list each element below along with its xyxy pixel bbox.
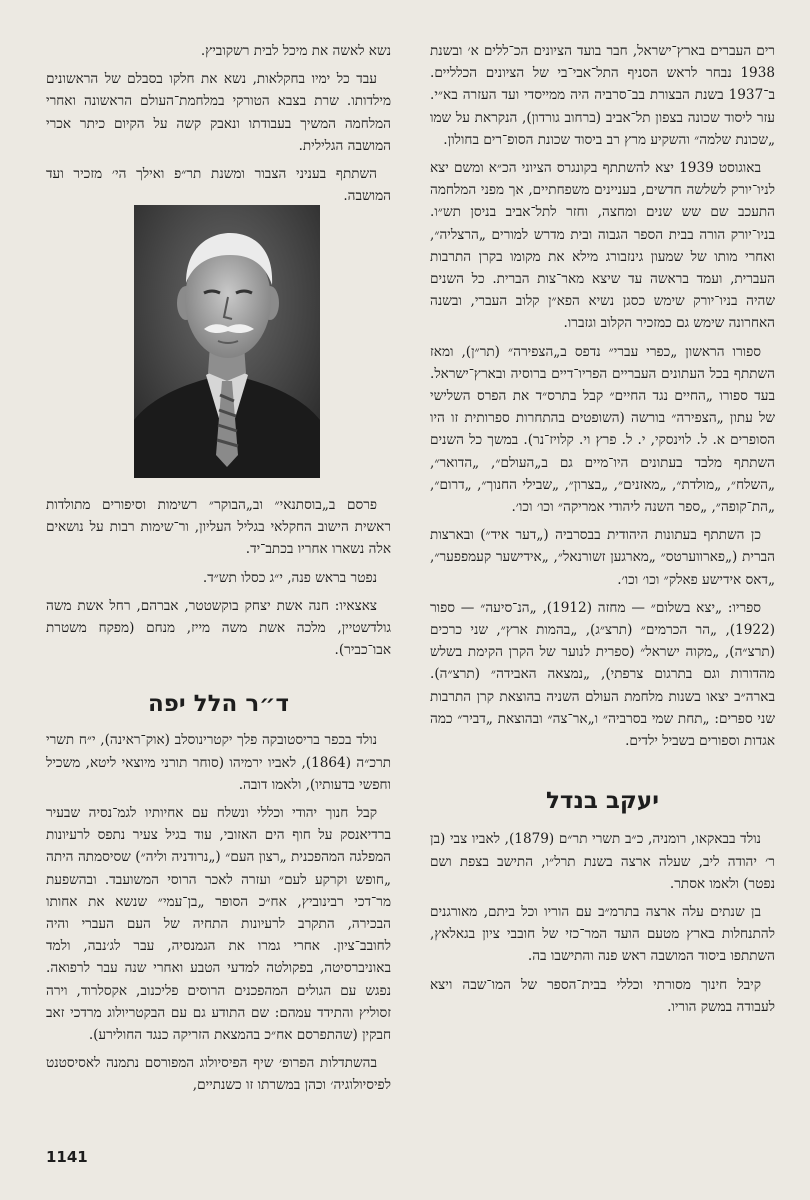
paragraph: נפטר בראש פנה, י״ג כסלו תש״ד. xyxy=(202,569,377,586)
paragraph: נולד בבאקאו, רומניה, כ״ב תשרי תר״ם (1879), לאביו צבי (בן ר׳ יהודה ליב, שעלה ארצה בשנת תרל״ו, התישב בצפת ושם נפטר) ולאמו אסתר. xyxy=(430,831,775,892)
paragraph: עבד כל ימיו בחקלאות, נשא את חלקו בסבלם של הראשונים מילדותו. שרת בצבא הטורקי במלחמת־העולם הראשונה ואחרי המלחמה המשיך בעבודתו ונאבק קשה על הקיום כיתר אכרי המושבה הגלילית. xyxy=(46,71,391,154)
paragraph: בהשתדלות הפרופ׳ שיף הפיסיולוג המפורסם נתמנה לאסיסטנט לפיסיולוגיה׳ וכהן במשרתו זו כשנתיים, xyxy=(46,1055,391,1094)
paragraph: צאצאיו: חנה אשת יצחק בוקשטטר, אברהם, רחל אשת משה גולדשטיין, מלכה אשת משה מייז, מנחם (מפקח משטרת אבו־כביר). xyxy=(46,597,391,659)
paragraph: כן השתתף בעתונות היהודית בבסרביה („דער איד״) ובארצות הברית („פארווערטס״ „מארגען זשורנאל״, „אידישער קעמפפער״, „דאס אידישע פאלק״ וכו׳ וכו׳. xyxy=(430,527,775,588)
paragraph: ספורו הראשון „כפרי עברי״ נדפס ב„הצפירה״ (תר״ן), ומאז השתתף בכל העתונים העבריים הפריו־דיים ברוסיה ובארץ־ישראל. בעד ספורו „החיים נגד החיים״ קבל בתרס״ד את הפרס השלישי של עתון „הצפירה״ בורשה (השופטים בהתחרות ספרותית זו היו הסופרים א. ל. לוינסקי, י. ל. פרץ וי. קלויז־נר). במשך כל השנים השתתף מלבד בעתונים היו־מיים גם ב„העולם״, „הדואר״, „השלח״, „מולדת״, „מאזנים״, „בצרון״, „שבילי החנוך״, „דרום״, „הת־קופה״, „ספר השנה ליהודי אמריקה״ וכו׳ וכו׳. xyxy=(430,343,775,516)
left-column-top xyxy=(46,40,391,213)
paragraph: רים העברים בארץ־ישראל, חבר בועד הציונים הכ־ללים א׳ ובשנת 1938 נבחר לראש הסניף התל־אבי־בי של הציונים הכלליים. ב־1937 בשנת הבצורת בב־סרביה היה ממייסדי ועד העזרה בא״י. עזר ליסוד שכונה בצפון תל־אביב (ברחוב גורדון), הנקראת על שמו „שכונת שלמה״ והשקיע מרץ רב ביסוד שכונת הסופ־רים בחולון. xyxy=(430,43,775,148)
spacer xyxy=(430,816,775,828)
paragraph: באוגוסט 1939 יצא להשתתף בקונגרס הציוני הכ״א ומשם יצא לניו־יורק לשלשה חדשים, בעניינים משפחתיים, אך מפני המלחמה התעכב שם שש שנים ומחצה, וחזר לתל־אביב בניסן תש״ו. בניו־יורק הורה בבית הספר הגבוה ובית מדרש למורים „הרצליה״, ואחרי מותו של שמעון גינזבורג מילא את מקומו בקרן התרבות העברית, ועמד בראשה עד שיצא מאר־צות הברית. כל השנים שהיה בניו־יורק שימש כסגן נשיא הפא״ן קלוב העברי, ובשנה האחרונה שימש גם כמזכיר הקלוב וגזברו. xyxy=(430,160,775,332)
paragraph: נולד בכפר בריסטובקה פלך יקטרינוסלב (אוק־ראינה), י״ח תשרי תרכ״ה (1864), לאביו ירמיהו (סוחר תורני מיוצאי ליטא, משכיל וחפשי בדעותיו), ולאמו דובה. xyxy=(46,732,391,793)
paragraph: נשא לאשה את מיכל לבית רשקוביץ. xyxy=(200,43,391,59)
right-column xyxy=(430,40,775,1024)
section-heading-hillel-yaffe: ד״ר הלל יפה xyxy=(147,691,290,718)
paragraph: בן שנתים עלה ארצה בתרמ״ב עם הוריו וכל ביתם, מאורגנים להתנחלות בארץ מטעם הועד המר־כזי של חובבי ציון בגאלאץ, השתתפו ביסוד המושבה ראש פנה והתישבו בה. xyxy=(430,903,775,965)
portrait-photo-icon xyxy=(134,205,320,478)
spacer xyxy=(46,667,391,689)
paragraph: קיבל חינוך מסורתי וכללי בבית־הספר של המו־שבה ויצא לעבודה במשק הוריו. xyxy=(430,976,775,1015)
paragraph: קבל חנוך יהודי וכללי ונשלח עם אחיותיו לגמ־נסיה שבעיר ברדיאנסק על חוף הים האזובי, עוד בגיל צעיר נתפס לרעיונות המפלגה המהפכנית „רצון העם״ („נרודניה וליה״) שסיסמתה היתה „חופש וקרקע לעם״ ועזרה לאכר הרוסי המשועבד. ובהשפעת מר־דכי רבינוביץ, אח״כ הסופר „בן־עמי״ שנשא את אחותו הבכירה, התקרב לרעיונות התחיה של העם העברי והיה לחובב־ציון. אחרי גמרו את הגמנסיה, עבר לג׳נבה, ולמד באוניברסיטה, בפקולטה למדעי הטבע ואחרי שנה עבר לרפואה. נפגש עם הגולים המהפכנים הרוסים פליכנוב, אקסלרוד, וירה זסוליץ והתידד עמהם: שם התודע גם עם הבקטריולוג מרדכי זאב חבקין (שהתפרסם אח״כ בהמצאת הזריקה כנגד החולירע). xyxy=(46,805,391,1044)
left-column-bottom xyxy=(46,494,391,1103)
paragraph: פרסם ב„בוסתנאי״ וב„הבוקר״ רשימות וסיפורים מתולדות ראשית הישוב החקלאי בגליל העליון, ור־שימות רבות על נושאים אלה נשארו אחריו בכתב־יד. xyxy=(46,497,391,558)
portrait-photo xyxy=(134,205,320,478)
page-number: 1141 xyxy=(46,1148,88,1166)
section-heading-yaakov-bendel: יעקב בנדל xyxy=(546,788,659,815)
paragraph: השתתף בעניני הצבור ומשנת תר״פ ואילך הי׳ מזכיר ועד המושבה. xyxy=(46,166,391,205)
spacer xyxy=(46,719,391,729)
spacer xyxy=(430,758,775,786)
paragraph: ספריו: „יצא בשלום״ — מחזה (1912), „הנ־סיעה״ — ספור (1922), „הר הכרמים״ (תרצ״ג), „בהמות ארץ״, שני כרכים (תרצ״ה), „מקוה ישראל״ (ספרית לנוער של הקרן הקימת בשלש מהדורות וגם בתרגום צרפתי), „נמצאה האבידה״ (תרצ״ה). בארה״ב יצאו בשנות מלחמת העולם השניה בהוצאת קרן התרבות שני ספרים: „תחת שמי בסרביה״ ו„אר־צה״ ובהוצאת „דביר״ כמה אגדות וספורים בשביל ילדים. xyxy=(430,599,775,750)
